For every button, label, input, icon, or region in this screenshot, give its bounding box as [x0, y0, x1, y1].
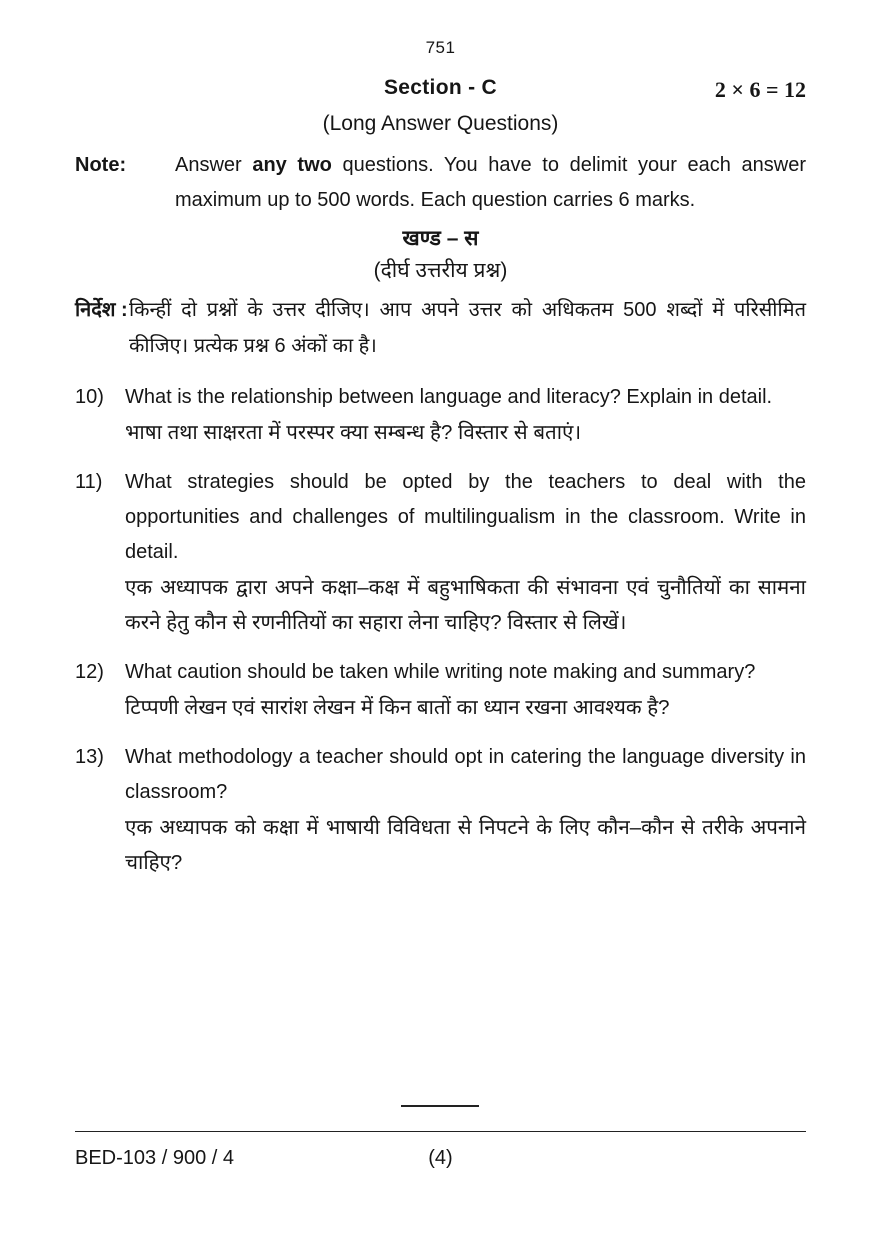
nirdesh-label: निर्देश :: [75, 299, 128, 321]
question-10-body: [125, 380, 806, 450]
khand-title: खण्ड – स: [402, 227, 479, 250]
question-10-number: 10): [75, 386, 104, 408]
question-12: [75, 655, 806, 725]
question-13-number: 13): [75, 746, 104, 768]
footer-paper-code: BED-103 / 900 / 4: [75, 1147, 234, 1169]
note-label: Note:: [75, 154, 127, 176]
nirdesh-text: किन्हीं दो प्रश्नों के उत्तर दीजिए। आप अपने उत्तर को अधिकतम 500 शब्दों में परिसीमित कीजिए। प्रत्येक प्रश्न 6 अंकों का है।: [129, 299, 806, 357]
nirdesh-block: [75, 292, 806, 364]
question-12-english: What caution should be taken while writing note making and summary?: [125, 661, 756, 683]
question-12-number: 12): [75, 661, 104, 683]
question-11-body: [125, 465, 806, 640]
question-12-hindi: टिप्पणी लेखन एवं सारांश लेखन में किन बातों का ध्यान रखना आवश्यक है?: [125, 696, 670, 719]
question-11: [75, 465, 806, 640]
question-10: [75, 380, 806, 450]
note-text-after: questions. You have to delimit your each answer maximum up to 500 words. Each question carries 6 marks.: [175, 154, 807, 211]
question-12-body: [125, 655, 806, 725]
section-marks: 2 × 6 = 12: [714, 77, 806, 102]
note-text-before: Answer: [175, 154, 253, 176]
section-title: Section - C: [384, 76, 497, 99]
question-10-english: What is the relationship between language and literacy? Explain in detail.: [125, 386, 773, 408]
question-11-hindi: एक अध्यापक द्वारा अपने कक्षा–कक्ष में बहुभाषिकता की संभावना एवं चुनौतियों का सामना करने हेतु कौन से रणनीतियों का सहारा लेना चाहिए? विस्तार से लिखें।: [125, 576, 806, 634]
question-13-english: What methodology a teacher should opt in catering the language diversity in classroom?: [125, 746, 806, 803]
note-text: [175, 148, 806, 218]
footer: [75, 1142, 806, 1174]
note-block: [75, 148, 806, 218]
question-11-english: What strategies should be opted by the teachers to deal with the opportunities and challenges of multilingualism in the classroom. Write in detail.: [125, 471, 806, 563]
question-13-hindi: एक अध्यापक को कक्षा में भाषायी विविधता से निपटने के लिए कौन–कौन से तरीके अपनाने चाहिए?: [125, 816, 806, 874]
section-heading-row: [75, 76, 806, 106]
section-subtitle: (Long Answer Questions): [322, 112, 559, 135]
question-10-hindi: भाषा तथा साक्षरता में परस्पर क्या सम्बन्ध है? विस्तार से बताएं।: [125, 421, 582, 444]
end-of-questions-rule: [401, 1105, 479, 1107]
footer-page-indicator: (4): [428, 1147, 453, 1169]
question-13: [75, 740, 806, 880]
question-11-number: 11): [75, 471, 103, 493]
question-list: [75, 380, 806, 880]
page-number: 751: [425, 38, 456, 57]
note-text-bold: any two: [252, 154, 332, 176]
question-13-body: [125, 740, 806, 880]
khand-subtitle: (दीर्घ उत्तरीय प्रश्न): [373, 259, 508, 282]
footer-divider-rule: [75, 1131, 806, 1132]
